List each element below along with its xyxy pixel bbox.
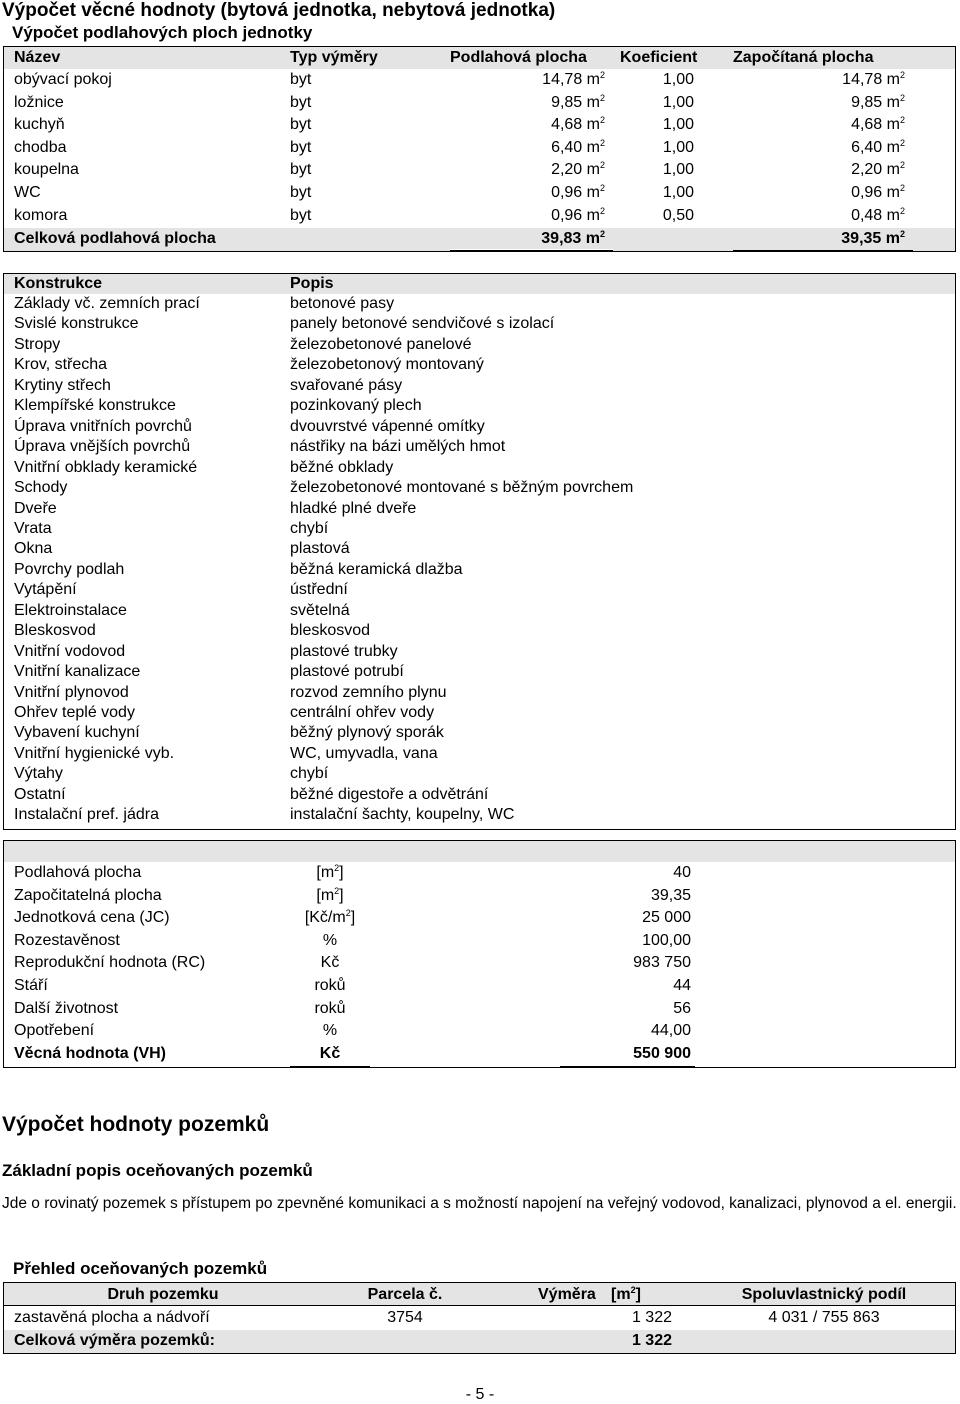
valuation-row-label: Započitatelná plocha — [14, 886, 162, 904]
floor-total-label: Celková podlahová plocha — [14, 230, 216, 247]
construction-row-desc: hladké plné dveře — [290, 499, 417, 517]
land-header-parcel: Parcela č. — [367, 1286, 443, 1303]
floor-row-coef: 1,00 — [662, 138, 694, 156]
construction-row-desc: chybí — [290, 519, 329, 537]
land-area-unit: $[m^2]$ — [611, 1285, 641, 1303]
valuation-row-label: Stáří — [14, 977, 48, 994]
floor-row-area: 0,96 $m^2$ — [551, 205, 605, 224]
construction-row-desc: bleskosvod — [290, 622, 371, 640]
valuation-row-unit: $[m^2]$ — [316, 885, 344, 904]
floor-row-name: komora — [14, 206, 68, 224]
construction-row-name: Schody — [14, 479, 68, 497]
valuation-row-label: Věcná hodnota (VH) — [14, 1044, 167, 1062]
construction-row-desc: běžné digestoře a odvětrání — [290, 785, 489, 803]
floor-row-name: ložnice — [14, 93, 64, 111]
valuation-row-unit: roků — [314, 999, 346, 1017]
construction-row-desc: svařované pásy — [290, 376, 403, 394]
construction-row-name: Svislé konstrukce — [14, 315, 139, 333]
land-row-share: 4 031 / 755 863 — [768, 1309, 880, 1326]
valuation-row-value: 40 — [673, 864, 691, 881]
floor-row-type: byt — [290, 138, 312, 156]
floor-row-counted: 9,85 $m^2$ — [851, 92, 905, 111]
valuation-row-label: Podlahová plocha — [14, 864, 142, 881]
floor-row-coef: 1,00 — [662, 184, 694, 201]
land-overview-title: Přehled oceňovaných pozemků — [13, 1259, 268, 1278]
valuation-row-value: 56 — [673, 999, 691, 1017]
valuation-row-label: Další životnost — [14, 999, 119, 1017]
valuation-row-label: Rozestavěnost — [14, 931, 120, 949]
valuation-header-band — [4, 841, 955, 862]
page-title: Výpočet věcné hodnoty (bytová jednotka, nebytová jednotka) — [2, 0, 556, 21]
land-subheading: Základní popis oceňovaných pozemků — [2, 1161, 313, 1180]
construction-row-desc: betonové pasy — [290, 295, 395, 312]
construction-row-name: Instalační pref. jádra — [14, 806, 159, 824]
valuation-total-underline-unit — [290, 1066, 370, 1068]
construction-row-name: Krov, střecha — [14, 356, 108, 374]
construction-row-name: Vnitřní plynovod — [14, 683, 129, 701]
construction-row-desc: nástřiky na bázi umělých hmot — [290, 438, 506, 456]
construction-row-desc: ústřední — [290, 581, 348, 599]
floor-row-type: byt — [290, 161, 312, 179]
construction-header-band — [4, 274, 955, 294]
floor-row-coef: 0,50 — [662, 206, 694, 224]
construction-row-name: Vytápění — [14, 581, 77, 599]
floor-header-type: Typ výměry — [290, 49, 378, 66]
construction-row-desc: železobetonové panelové — [290, 335, 472, 353]
construction-row-desc: dvouvrstvé vápenné omítky — [290, 417, 485, 435]
valuation-row-value: 550 900 — [633, 1044, 691, 1062]
construction-row-name: Klempířské konstrukce — [14, 397, 176, 415]
floor-row-counted: 6,40 $m^2$ — [851, 137, 905, 156]
construction-row-name: Ostatní — [14, 785, 66, 803]
construction-header-desc: Popis — [290, 275, 334, 292]
floor-row-type: byt — [290, 93, 312, 111]
valuation-row-unit: % — [322, 1022, 338, 1040]
construction-row-desc: chybí — [290, 765, 329, 783]
floor-row-area: 0,96 $m^2$ — [551, 183, 605, 201]
floor-row-counted: 0,48 $m^2$ — [851, 205, 905, 224]
construction-row-name: Ohřev teplé vody — [14, 704, 135, 721]
construction-row-desc: plastové potrubí — [290, 663, 404, 681]
construction-row-desc: běžný plynový sporák — [290, 724, 444, 742]
construction-row-name: Povrchy podlah — [14, 560, 125, 578]
floor-total-counted: 39,35 $m^2$ — [841, 229, 905, 247]
valuation-row-unit: $[m^2]$ — [316, 863, 344, 881]
page-number: - 5 - — [465, 1386, 495, 1403]
construction-row-desc: pozinkovaný plech — [290, 397, 422, 415]
construction-row-name: Úprava vnitřních povrchů — [14, 417, 192, 435]
construction-row-desc: WC, umyvadla, vana — [290, 744, 438, 762]
construction-row-name: Vnitřní vodovod — [14, 642, 126, 660]
valuation-row-label: Jednotková cena (JC) — [14, 909, 170, 927]
valuation-row-value: 39,35 — [650, 886, 691, 904]
construction-row-desc: železobetonové montované s běžným povrchem — [290, 479, 634, 497]
valuation-total-underline-value — [560, 1066, 695, 1068]
floor-row-counted: 4,68 $m^2$ — [851, 115, 905, 134]
construction-row-desc: železobetonový montovaný — [290, 356, 484, 374]
construction-row-desc: běžné obklady — [290, 458, 394, 476]
floor-total-area: 39,83 $m^2$ — [541, 229, 605, 247]
construction-row-name: Vrata — [14, 519, 52, 537]
valuation-row-unit: Kč — [320, 954, 340, 972]
floor-row-counted: 14,78 $m^2$ — [842, 70, 905, 88]
construction-row-name: Výtahy — [14, 765, 63, 783]
floor-row-coef: 1,00 — [662, 93, 694, 111]
land-header-share: Spoluvlastnický podíl — [741, 1286, 907, 1303]
construction-row-desc: instalační šachty, koupelny, WC — [290, 806, 515, 824]
valuation-row-value: 44,00 — [650, 1022, 691, 1040]
floor-row-counted: 2,20 $m^2$ — [851, 160, 905, 179]
land-paragraph: Jde o rovinatý pozemek s přístupem po zpevněné komunikaci a s možností napojení na veřejný vodovod, kanalizaci, plynovod a el. energii. — [2, 1195, 957, 1212]
floor-row-name: koupelna — [14, 161, 79, 179]
valuation-row-unit: roků — [314, 977, 346, 994]
floor-header-coef: Koeficient — [620, 49, 698, 66]
floor-row-type: byt — [290, 116, 312, 134]
construction-row-name: Vnitřní obklady keramické — [14, 458, 198, 476]
floor-row-area: 14,78 $m^2$ — [542, 70, 605, 88]
land-heading: Výpočet hodnoty pozemků — [2, 1113, 270, 1136]
valuation-row-label: Reprodukční hodnota (RC) — [14, 954, 206, 972]
construction-row-desc: běžná keramická dlažba — [290, 560, 463, 578]
construction-row-desc: rozvod zemního plynu — [290, 683, 447, 701]
section-title: Výpočet podlahových ploch jednotky — [12, 23, 313, 42]
floor-row-coef: 1,00 — [662, 116, 694, 134]
construction-row-desc: panely betonové sendvičové s izolací — [290, 315, 555, 333]
floor-row-name: kuchyň — [14, 116, 65, 134]
floor-header-name: Název — [14, 49, 61, 66]
construction-row-name: Vnitřní kanalizace — [14, 663, 141, 681]
floor-row-coef: 1,00 — [662, 71, 694, 88]
floor-row-area: 2,20 $m^2$ — [551, 160, 605, 179]
valuation-row-value: 983 750 — [633, 954, 691, 972]
floor-row-type: byt — [290, 71, 312, 88]
construction-row-name: Okna — [14, 540, 53, 558]
floor-header-area: Podlahová plocha — [450, 49, 587, 66]
land-header-area-unit — [611, 1286, 641, 1304]
valuation-row-unit: Kč — [319, 1044, 341, 1062]
floor-row-name: obývací pokoj — [14, 71, 112, 88]
land-row-kind: zastavěná plocha a nádvoří — [14, 1309, 210, 1326]
valuation-row-value: 100,00 — [642, 931, 691, 949]
construction-row-desc: plastové trubky — [290, 642, 398, 660]
construction-row-name: Krytiny střech — [14, 376, 111, 394]
land-header-area: Výměra — [538, 1286, 596, 1303]
construction-row-desc: světelná — [290, 601, 350, 619]
floor-row-area: 9,85 $m^2$ — [551, 92, 605, 111]
valuation-row-value: 44 — [673, 977, 691, 994]
construction-header-name: Konstrukce — [14, 275, 103, 292]
construction-row-desc: centrální ohřev vody — [290, 704, 435, 721]
construction-row-name: Vnitřní hygienické vyb. — [14, 744, 175, 762]
land-total-label: Celková výměra pozemků: — [14, 1332, 215, 1349]
valuation-row-unit: % — [322, 931, 338, 949]
construction-row-desc: plastová — [290, 540, 350, 558]
land-header-kind: Druh pozemku — [107, 1286, 219, 1303]
floor-row-area: 6,40 $m^2$ — [551, 137, 605, 156]
floor-header-counted: Započítaná plocha — [733, 49, 874, 66]
land-row-parcel: 3754 — [387, 1309, 423, 1326]
valuation-row-value: 25 000 — [642, 909, 691, 927]
floor-row-type: byt — [290, 184, 312, 201]
floor-row-area: 4,68 $m^2$ — [551, 115, 605, 134]
construction-row-name: Stropy — [14, 335, 61, 353]
construction-row-name: Bleskosvod — [14, 622, 96, 640]
construction-row-name: Dveře — [14, 499, 57, 517]
construction-row-name: Úprava vnějších povrchů — [14, 438, 191, 456]
land-total-area: 1 322 — [631, 1332, 672, 1349]
construction-row-name: Elektroinstalace — [14, 601, 127, 619]
construction-row-name: Vybavení kuchyní — [14, 724, 140, 742]
floor-row-name: WC — [14, 184, 41, 201]
floor-row-name: chodba — [14, 138, 67, 156]
floor-row-coef: 1,00 — [662, 161, 694, 179]
land-row-area: 1 322 — [631, 1309, 672, 1326]
floor-row-counted: 0,96 $m^2$ — [851, 183, 905, 201]
valuation-row-unit: $[Kč/m^2]$ — [304, 908, 356, 927]
floor-row-type: byt — [290, 206, 312, 224]
construction-row-name: Základy vč. zemních prací — [14, 295, 200, 312]
valuation-row-label: Opotřebení — [14, 1022, 95, 1040]
